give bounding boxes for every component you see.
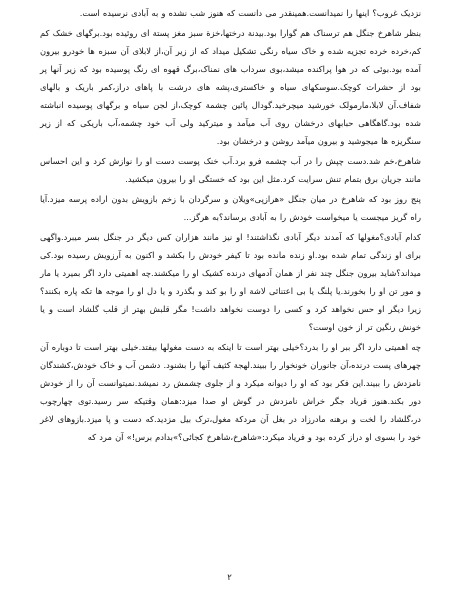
paragraph-6: چه اهمیتی دارد اگر ببر او را بدرد؟خیلی بهتر است تا اینکه به دست مغولها بیفتد.خیلی بهتر است تا دوباره آن چهرهای پست درنده،آن جانوران خونخوار را ببیند.لهجة کثیف آنها را بشنود. دشمن آب و خاک خودش،کشندگان نامزدش را ببیند.این فکر بود که او را دیوانه میکرد و از جلوی چشمش رد نمیشد.نمیتوانست آن را از خودش دور بکند.هنوز فریاد جگر خراش نامزدش در گوش او صدا میزد:همان وقتیکه سر رسید.توی چهارچوب در،گلشاد را لخت و برهنه مادرزاد در بغل آن مردکة مغول،ترک بیل مزدید.که دست و پا میزد.بازوهای لاغر خود را بسوی او دراز کرده بود و فریاد میکرد:«شاهرخ،شاهرخ کجائی؟»بدادم برس!» آن مرد که — [40, 342, 421, 442]
page-number: ۲ — [227, 573, 232, 583]
paragraph-3: شاهرخ،خم شد.دست چپش را در آب چشمه فرو برد.آب خنک پوست دست او را نوازش کرد و این احساس مانند جریان برق بتمام تنش سرایت کرد.مثل این بود که خستگی او را بیرون میکشید. — [40, 156, 421, 184]
paragraph-1: نزدیک غروب؟ اینها را نمیدانست.همینقدر می دانست که هنوز شب نشده و به آبادی نرسیده است. — [79, 8, 421, 18]
paragraph-4: پنج روز بود که شاهرخ در میان جنگل «هرازپی»ویلان و سرگردان با زخم بازویش بدون اراده پرسه میزد.آیا راه گریز میجست یا میخواست خودش را به آبادی برساند؟به هرگز... — [40, 194, 421, 222]
paragraph-2: بنظر شاهرخ جنگل هم ترسناک هم گوارا بود.بیدنة درختها،خزة سبز مغز پستة ای روئیده بود.برگهای خشک کم کم،خرده خرده تجزیه شده و خاک سیاه رنگی تشکیل میداد که از زیر آن،از لابلای آن سبزه ها خودرو بیرون آمده بود.بوئی که در هوا پراکنده میشد،بوی سرداب های نمناک،برگ قهوه ای رنگ پوسیده بود که زیر آنها پر بود از حشرات کوچک.سوسکهای سیاه و خاکستری،پشه های درشت با پاهای دراز،کمر باریک و بالهای شفاف.آن لابلا،مارمولک خورشید میچرخید.گودال پائین چشمة کوچک،از لجن سیاه و برگهای پوسیده انباشته شده بود.گاهگاهی حبابهای درخشان روی آب میآمد و میترکید ولی آب خود چشمه،آب باریکی که از زیر سنگریزه ها میجوشید و بیرون میآمد روشن و درخشان بود. — [40, 28, 421, 146]
paragraph-5: کدام آبادی؟مغولها که آمدند دیگر آبادی نگذاشتند! او نیز مانند هزاران کس دیگر در جنگل بسر میبرد.واگهی برای او زندگی تمام شده بود.او زنده مانده بود تا کیفر خودش را بکشد و اکنون به آرزویش رسیده بود.کی میداند؟شاید بیرون جنگل چند نفر از همان آدمهای درنده کشیک او را میکشند.چه اهمیتی دارد اگر بمیرد یا مار و مور تن او را بخورند.یا پلنگ یا بی اعتنائی لاشة او را بو کند و بگذرد و یا دل او را موجه ها تکه پاره بکنند؟زیرا دیگر او حس نخواهد کرد و کسی را دوست نخواهد داشت! مگر قلبش بهتر از قلب گلشاد است و یا خونش رنگین تر از خون اوست؟ — [40, 232, 421, 332]
